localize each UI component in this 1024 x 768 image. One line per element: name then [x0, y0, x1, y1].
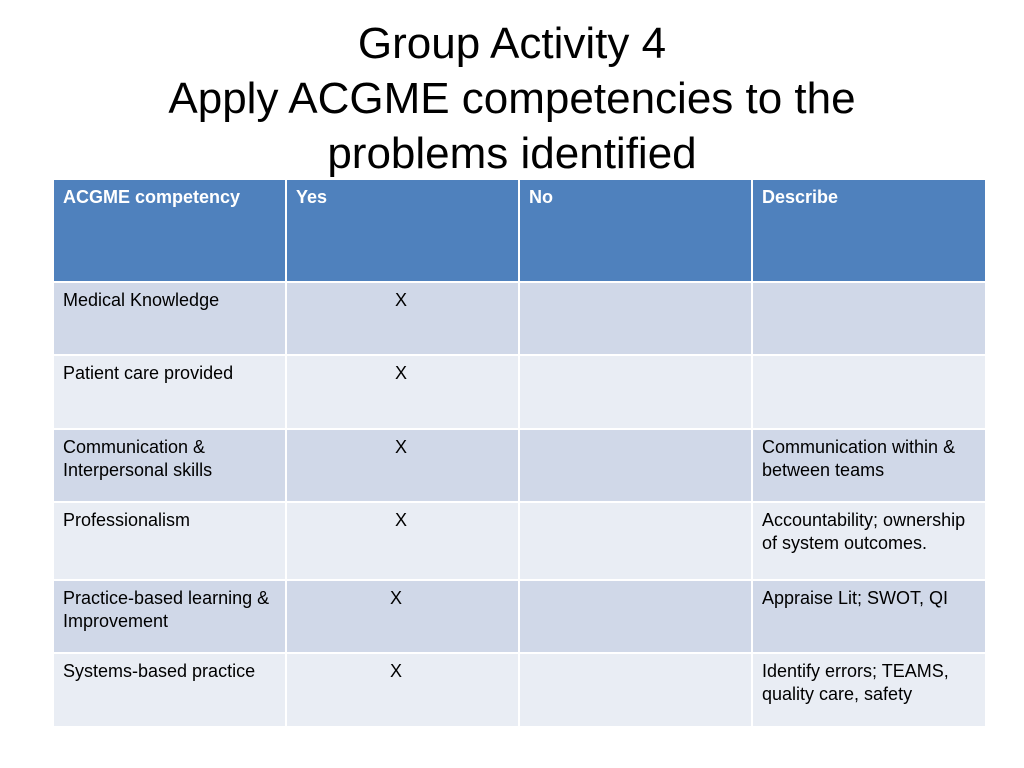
no-cell: [519, 502, 752, 580]
describe-cell: [752, 355, 986, 429]
competency-table: [52, 178, 987, 728]
describe-cell: Appraise Lit; SWOT, QI: [752, 580, 986, 653]
competency-cell: Communication & Interpersonal skills: [53, 429, 286, 502]
table-row: [53, 355, 986, 429]
describe-cell: Accountability; ownership of system outcomes.: [752, 502, 986, 580]
yes-cell: [286, 355, 519, 429]
yes-mark: X: [395, 437, 408, 457]
no-cell: [519, 282, 752, 355]
yes-mark: X: [395, 290, 408, 310]
table-row: [53, 580, 986, 653]
no-cell: [519, 653, 752, 727]
yes-mark: X: [390, 661, 403, 681]
yes-cell: [286, 653, 519, 727]
competency-cell: Systems-based practice: [53, 653, 286, 727]
title-line-2: Apply ACGME competencies to the: [168, 74, 856, 123]
describe-cell: Identify errors; TEAMS, quality care, safety: [752, 653, 986, 727]
no-cell: [519, 355, 752, 429]
yes-mark: X: [395, 363, 408, 383]
yes-cell: [286, 502, 519, 580]
no-cell: [519, 429, 752, 502]
yes-cell: [286, 429, 519, 502]
title-line-1: Group Activity 4: [357, 19, 667, 68]
table-header-row: [53, 179, 986, 282]
yes-mark: X: [390, 588, 403, 608]
describe-cell: [752, 282, 986, 355]
header-yes: Yes: [286, 179, 519, 282]
competency-cell: Patient care provided: [53, 355, 286, 429]
title-line-3: problems identified: [327, 129, 697, 178]
yes-mark: X: [395, 510, 408, 530]
header-competency: ACGME competency: [53, 179, 286, 282]
table-row: [53, 653, 986, 727]
slide-title: [0, 16, 1024, 181]
yes-cell: [286, 580, 519, 653]
header-describe: Describe: [752, 179, 986, 282]
competency-cell: Professionalism: [53, 502, 286, 580]
no-cell: [519, 580, 752, 653]
table-row: [53, 429, 986, 502]
table-row: [53, 282, 986, 355]
competency-cell: Medical Knowledge: [53, 282, 286, 355]
describe-cell: Communication within & between teams: [752, 429, 986, 502]
competency-cell: Practice-based learning & Improvement: [53, 580, 286, 653]
header-no: No: [519, 179, 752, 282]
yes-cell: [286, 282, 519, 355]
table-row: [53, 502, 986, 580]
